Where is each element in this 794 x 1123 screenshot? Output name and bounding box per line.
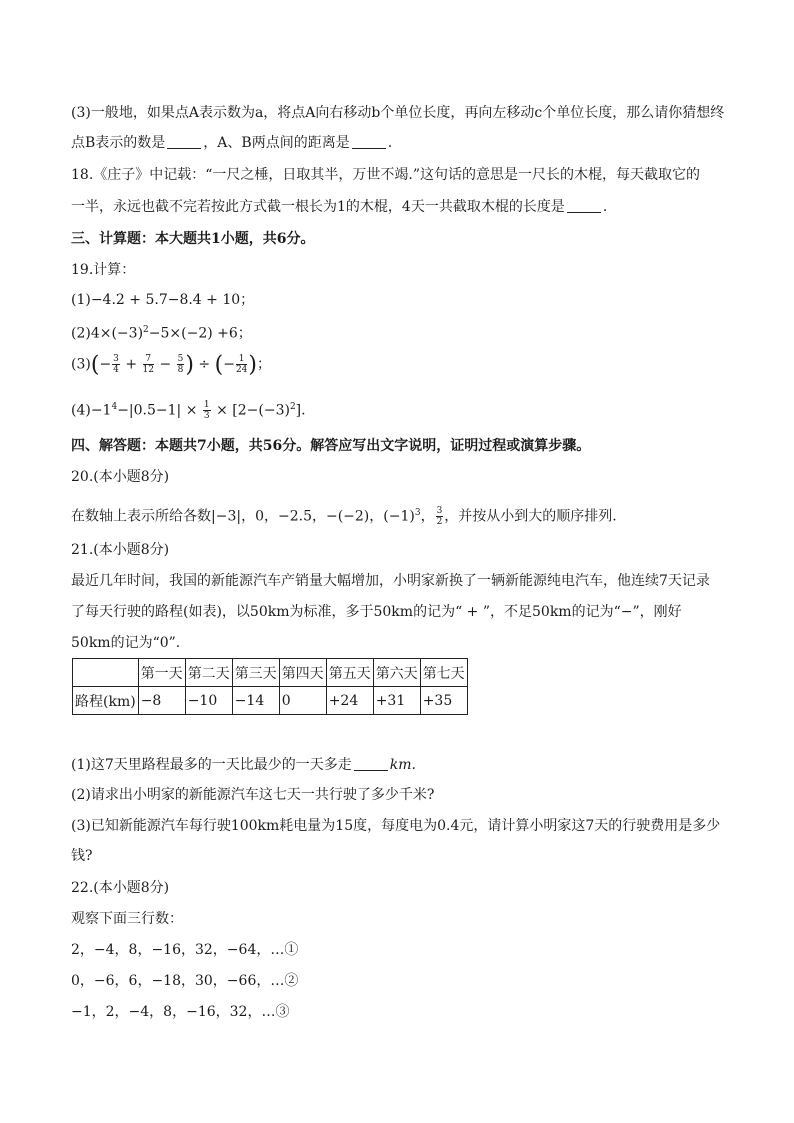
q21-part2: (2)请求出小明家的新能源汽车这七天一共行驶了多少千米? <box>71 787 435 803</box>
q19-p2-exp: 2 <box>143 325 149 335</box>
frac-den: 8 <box>177 365 184 375</box>
q22-row2: 0，−6，6，−18，30，−66，…② <box>71 973 299 989</box>
q19-p4-exp2: 2 <box>289 402 296 412</box>
table-header-cell: 第六天 <box>373 659 420 687</box>
frac-num: 3 <box>113 354 119 364</box>
q19-p4-pre: (4)−1 <box>71 402 112 419</box>
q17-part3-line2 <box>71 133 734 153</box>
table-header-cell: 第二天 <box>185 659 232 687</box>
answer-blank <box>567 198 601 213</box>
q20-text <box>71 503 734 527</box>
q22-intro: 观察下面三行数： <box>71 911 183 927</box>
frac-num: 7 <box>143 354 154 365</box>
q19-part1: (1)−4.2 + 5.7−8.4 + 10； <box>71 292 255 308</box>
frac-num: 3 <box>436 506 443 517</box>
q21-part3-line2: 钱? <box>71 848 93 864</box>
table-header-cell: 第七天 <box>420 659 467 687</box>
q19-p4-post: × [2−(−3) <box>216 402 290 419</box>
table-row-label: 路程(km) <box>73 687 139 715</box>
mileage-table <box>72 658 468 715</box>
q21-part1 <box>71 755 734 775</box>
table-cell: −14 <box>232 687 279 715</box>
q20-title: 20.(本小题8分) <box>71 469 170 485</box>
q21-part3-line1: (3)已知新能源汽车每行驶100km耗电量为15度，每度电为0.4元，请计算小明家这7天的行驶费用是多少 <box>71 818 721 834</box>
table-header-cell: 第一天 <box>138 659 185 687</box>
answer-blank <box>354 756 388 771</box>
q22-title: 22.(本小题8分) <box>71 880 170 896</box>
q19-p3-end: ； <box>256 356 271 373</box>
q18-line2-pre: 一半，永远也截不完若按此方式截一根长为1的木棍，4天一共截取木棍的长度是 <box>71 199 565 215</box>
q19-p4-mid: −|0.5−1| × <box>117 402 198 419</box>
q19-part2 <box>71 320 734 344</box>
table-cell: +35 <box>420 687 467 715</box>
q17-line2-pre: 点B表示的数是 <box>71 135 166 151</box>
q18-line2-end: . <box>602 199 608 215</box>
q21-line3: 50km的记为“0”. <box>71 635 181 651</box>
frac-num: 5 <box>177 354 184 364</box>
frac-den: 4 <box>113 365 119 375</box>
table-cell: −10 <box>185 687 232 715</box>
table-cell: +24 <box>326 687 373 715</box>
q19-part3: (3)(− $\frac{3}{4}$ + $\frac{7}{12}$ − $\frac{5}{8}$ ) ÷ (− $\frac{1}{24}$ )； <box>71 352 271 378</box>
fraction <box>177 354 185 375</box>
q20-text-exp: 3 <box>414 508 421 518</box>
q19-p3-pre: (3) <box>71 356 91 373</box>
q17-line2-mid: ，A、B两点间的距离是 <box>203 135 350 151</box>
section3-heading: 三、计算题：本大题共1小题，共6分。 <box>71 231 315 247</box>
table-header-cell: 第三天 <box>232 659 279 687</box>
q21-title: 21.(本小题8分) <box>71 542 170 558</box>
q22-row1: 2，−4，8，−16，32，−64，…① <box>71 942 299 958</box>
table-header-cell <box>73 659 139 687</box>
fraction <box>112 354 120 375</box>
q18-line1: 18.《庄子》中记载：“一尺之棰，日取其半，万世不竭.”这句话的意思是一尺长的木棍，每天截取它的 <box>71 167 701 183</box>
table-header-cell: 第五天 <box>326 659 373 687</box>
frac-den: 24 <box>235 365 248 375</box>
q19-p2-pre: (2)4×(−3) <box>71 325 144 342</box>
table-cell: +31 <box>373 687 420 715</box>
answer-blank <box>352 134 386 149</box>
q20-text-mid: ， <box>420 508 435 525</box>
frac-den: 3 <box>203 411 210 422</box>
q18-line2 <box>71 197 734 217</box>
frac-num: 1 <box>203 400 210 411</box>
answer-blank <box>167 134 201 149</box>
q20-text-post: ，并按从小到大的顺序排列. <box>444 508 617 525</box>
table-cell: 0 <box>279 687 326 715</box>
q19-part4 <box>71 397 734 421</box>
q17-line2-end: . <box>387 135 393 151</box>
table-row <box>73 687 468 715</box>
frac-den: 2 <box>436 517 443 528</box>
fraction <box>203 400 211 421</box>
section4-heading: 四、解答题：本题共7小题，共56分。解答应写出文字说明，证明过程或演算步骤。 <box>71 438 591 454</box>
q19-title: 19.计算： <box>71 262 136 278</box>
table-cell: −8 <box>138 687 185 715</box>
q20-text-pre: 在数轴上表示所给各数|−3|，0，−2.5，−(−2)，(−1) <box>71 508 415 525</box>
q19-p4-end: ]. <box>295 402 306 419</box>
q19-p4-exp: 4 <box>111 402 118 412</box>
q21-line1: 最近几年时间，我国的新能源汽车产销量大幅增加，小明家新换了一辆新能源纯电汽车，他连续7天记录 <box>71 573 710 589</box>
table-header-cell: 第四天 <box>279 659 326 687</box>
q21-line2: 了每天行驶的路程(如表)，以50km为标准，多于50km的记为“ + ”，不足50km的记为“−”，刚好 <box>71 604 682 620</box>
q21-p1-pre: (1)这7天里路程最多的一天比最少的一天多走 <box>71 757 352 773</box>
fraction <box>236 354 247 375</box>
q19-p2-post: −5×(−2) +6； <box>148 325 252 342</box>
q17-part3-line1: (3)一般地，如果点A表示数为a，将点A向右移动b个单位长度，再向左移动c个单位长度，那么请你猜想终 <box>71 105 725 121</box>
frac-den: 12 <box>142 365 154 375</box>
fraction <box>143 354 154 375</box>
frac-num: 1 <box>236 354 247 365</box>
q21-p1-end: km. <box>389 757 416 773</box>
table-header-row <box>73 659 468 687</box>
fraction <box>436 506 444 527</box>
q22-row3: −1，2，−4，8，−16，32，…③ <box>71 1004 290 1020</box>
